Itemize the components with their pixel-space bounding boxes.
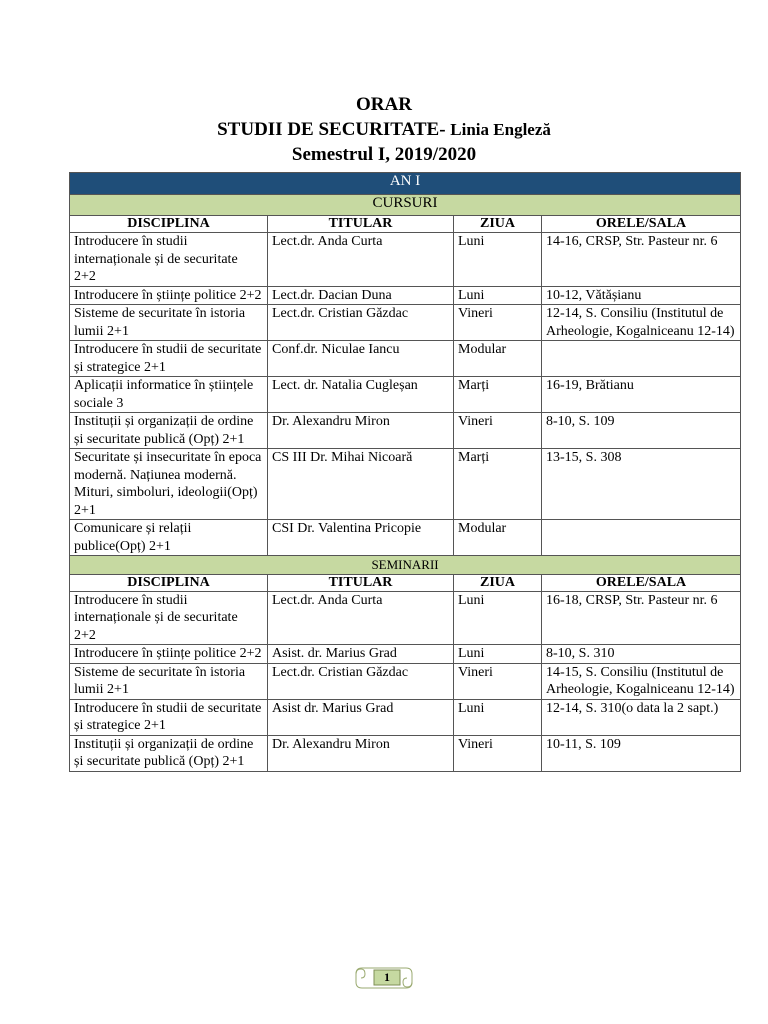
program-title (0, 117, 768, 142)
cell-titular: Lect.dr. Anda Curta (268, 233, 454, 287)
cell-disciplina: Introducere în studii de securitate și strategice 2+1 (70, 341, 268, 377)
table-row (70, 341, 741, 377)
table-row (70, 233, 741, 287)
seminarii-header-row (70, 574, 741, 591)
cell-titular: Conf.dr. Niculae Iancu (268, 341, 454, 377)
table-row (70, 305, 741, 341)
cell-ziua: Vineri (454, 663, 542, 699)
program-name: STUDII DE SECURITATE- (217, 119, 446, 140)
year-bar: AN I (70, 173, 741, 195)
cell-disciplina: Introducere în științe politice 2+2 (70, 645, 268, 664)
schedule-table (69, 172, 741, 772)
column-header-titular: TITULAR (268, 216, 454, 233)
cell-disciplina: Aplicații informatice în științele sociale 3 (70, 377, 268, 413)
column-header-disciplina: DISCIPLINA (70, 574, 268, 591)
table-row (70, 286, 741, 305)
table-row (70, 520, 741, 556)
cell-ziua: Marți (454, 449, 542, 520)
page-number: 1 (384, 970, 390, 984)
document-title: ORAR (356, 94, 412, 115)
cell-disciplina: Instituții și organizații de ordine și securitate publică (Opț) 2+1 (70, 413, 268, 449)
cell-titular: Asist dr. Marius Grad (268, 699, 454, 735)
cell-titular: Asist. dr. Marius Grad (268, 645, 454, 664)
table-row (70, 645, 741, 664)
column-header-orele-sala: ORELE/SALA (542, 574, 741, 591)
cell-disciplina: Instituții și organizații de ordine și securitate publică (Opț) 2+1 (70, 735, 268, 771)
cell-titular: Lect. dr. Natalia Cugleșan (268, 377, 454, 413)
table-row (70, 591, 741, 645)
column-header-titular: TITULAR (268, 574, 454, 591)
cell-orele-sala: 10-12, Vătășianu (542, 286, 741, 305)
column-header-ziua: ZIUA (454, 574, 542, 591)
cell-ziua: Vineri (454, 413, 542, 449)
cell-orele-sala: 16-18, CRSP, Str. Pasteur nr. 6 (542, 591, 741, 645)
cell-orele-sala: 14-16, CRSP, Str. Pasteur nr. 6 (542, 233, 741, 287)
cell-ziua: Luni (454, 286, 542, 305)
cell-ziua: Luni (454, 233, 542, 287)
cell-disciplina: Introducere în studii internaționale și de securitate 2+2 (70, 233, 268, 287)
cell-titular: Dr. Alexandru Miron (268, 735, 454, 771)
table-row (70, 735, 741, 771)
cell-ziua: Modular (454, 341, 542, 377)
cell-ziua: Modular (454, 520, 542, 556)
cell-titular: Lect.dr. Anda Curta (268, 591, 454, 645)
column-header-ziua: ZIUA (454, 216, 542, 233)
cell-orele-sala: 13-15, S. 308 (542, 449, 741, 520)
cell-titular: Dr. Alexandru Miron (268, 413, 454, 449)
page-number-badge (352, 963, 416, 993)
cell-disciplina: Introducere în studii de securitate și strategice 2+1 (70, 699, 268, 735)
cursuri-header-row (70, 216, 741, 233)
cell-titular: CS III Dr. Mihai Nicoară (268, 449, 454, 520)
cell-orele-sala (542, 520, 741, 556)
semester-title: Semestrul I, 2019/2020 (291, 144, 477, 165)
cell-ziua: Vineri (454, 305, 542, 341)
cell-disciplina: Introducere în studii internaționale și de securitate 2+2 (70, 591, 268, 645)
cell-disciplina: Comunicare și relații publice(Opț) 2+1 (70, 520, 268, 556)
cell-orele-sala: 14-15, S. Consiliu (Institutul de Arheologie, Kogalniceanu 12-14) (542, 663, 741, 699)
table-row (70, 699, 741, 735)
cell-disciplina: Sisteme de securitate în istoria lumii 2+1 (70, 663, 268, 699)
table-row (70, 663, 741, 699)
cell-orele-sala: 10-11, S. 109 (542, 735, 741, 771)
cell-ziua: Luni (454, 591, 542, 645)
cell-disciplina: Introducere în științe politice 2+2 (70, 286, 268, 305)
cell-orele-sala (542, 341, 741, 377)
cursuri-section-bar: CURSURI (70, 195, 741, 216)
cell-titular: Lect.dr. Cristian Găzdac (268, 305, 454, 341)
column-header-orele-sala: ORELE/SALA (542, 216, 741, 233)
table-row (70, 377, 741, 413)
document-header (0, 92, 768, 167)
cell-disciplina: Securitate și insecuritate în epoca modernă. Națiunea modernă. Mituri, simboluri, ideologii(Opț) 2+1 (70, 449, 268, 520)
column-header-disciplina: DISCIPLINA (70, 216, 268, 233)
cell-titular: CSI Dr. Valentina Pricopie (268, 520, 454, 556)
cell-orele-sala: 8-10, S. 109 (542, 413, 741, 449)
cell-orele-sala: 12-14, S. 310(o data la 2 sapt.) (542, 699, 741, 735)
table-row (70, 413, 741, 449)
cell-disciplina: Sisteme de securitate în istoria lumii 2+1 (70, 305, 268, 341)
cell-titular: Lect.dr. Dacian Duna (268, 286, 454, 305)
cell-ziua: Vineri (454, 735, 542, 771)
cell-titular: Lect.dr. Cristian Găzdac (268, 663, 454, 699)
cell-ziua: Luni (454, 645, 542, 664)
cell-orele-sala: 12-14, S. Consiliu (Institutul de Arheologie, Kogalniceanu 12-14) (542, 305, 741, 341)
cell-ziua: Marți (454, 377, 542, 413)
seminarii-section-bar: SEMINARII (70, 556, 741, 575)
program-line: Linia Engleză (450, 120, 551, 139)
cell-orele-sala: 8-10, S. 310 (542, 645, 741, 664)
cell-orele-sala: 16-19, Brătianu (542, 377, 741, 413)
table-row (70, 449, 741, 520)
cell-ziua: Luni (454, 699, 542, 735)
